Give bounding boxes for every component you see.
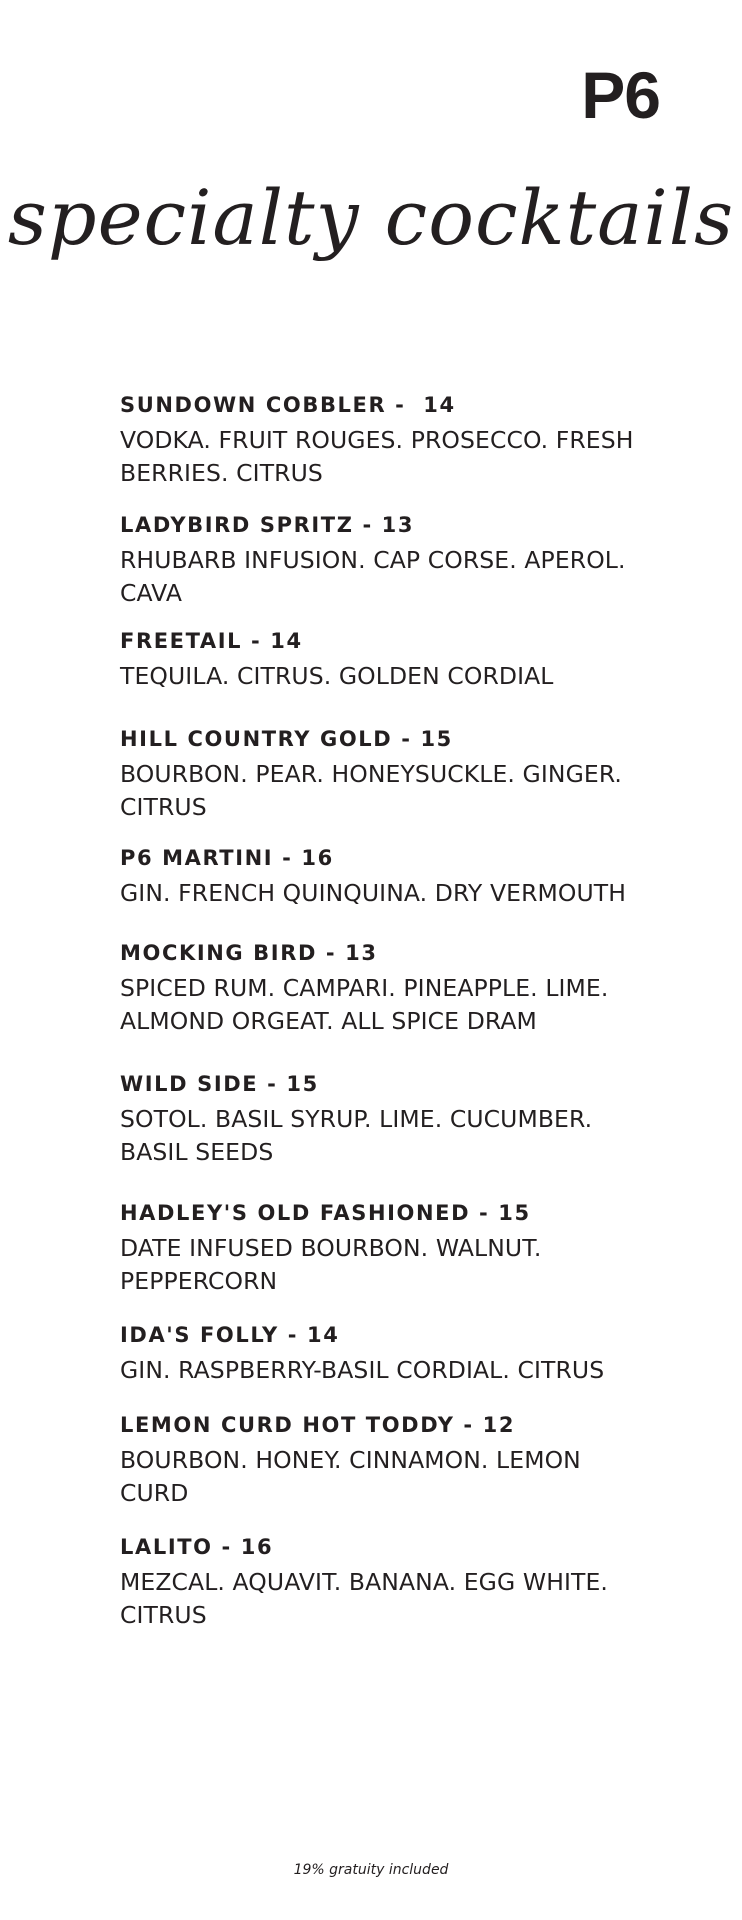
menu-item-sundown-cobbler bbox=[120, 392, 640, 490]
menu-item-title: P6 MARTINI - 16 bbox=[120, 846, 334, 870]
menu-item-hill-country-gold bbox=[120, 726, 640, 824]
menu-item-wild-side bbox=[120, 1071, 640, 1169]
menu-item-mocking-bird bbox=[120, 940, 640, 1038]
menu-item-title: SUNDOWN COBBLER - 14 bbox=[120, 393, 456, 417]
menu-item-description: SPICED RUM. CAMPARI. PINEAPPLE. LIME. ALMOND ORGEAT. ALL SPICE DRAM bbox=[120, 974, 609, 1035]
menu-item-hadleys-old-fashioned bbox=[120, 1200, 640, 1298]
menu-item-title: MOCKING BIRD - 13 bbox=[120, 941, 378, 965]
menu-item-title: FREETAIL - 14 bbox=[120, 629, 303, 653]
gratuity-note: 19% gratuity included bbox=[293, 1862, 449, 1878]
menu-item-freetail bbox=[120, 628, 640, 693]
menu-item-p6-martini bbox=[120, 845, 640, 910]
menu-item-description: MEZCAL. AQUAVIT. BANANA. EGG WHITE. CITRUS bbox=[120, 1568, 608, 1629]
menu-item-description: GIN. FRENCH QUINQUINA. DRY VERMOUTH bbox=[120, 879, 626, 907]
menu-item-ladybird-spritz bbox=[120, 512, 640, 610]
logo: P6 bbox=[581, 58, 660, 132]
cocktail-menu bbox=[120, 0, 640, 1920]
menu-item-description: DATE INFUSED BOURBON. WALNUT. PEPPERCORN bbox=[120, 1234, 542, 1295]
menu-item-description: SOTOL. BASIL SYRUP. LIME. CUCUMBER. BASIL SEEDS bbox=[120, 1105, 593, 1166]
menu-item-title: WILD SIDE - 15 bbox=[120, 1072, 319, 1096]
menu-item-description: RHUBARB INFUSION. CAP CORSE. APEROL. CAVA bbox=[120, 546, 626, 607]
menu-item-idas-folly bbox=[120, 1322, 640, 1387]
menu-item-lalito bbox=[120, 1534, 640, 1632]
menu-item-title: LALITO - 16 bbox=[120, 1535, 274, 1559]
menu-item-description: BOURBON. HONEY. CINNAMON. LEMON CURD bbox=[120, 1446, 581, 1507]
menu-item-lemon-curd-hot-toddy bbox=[120, 1412, 640, 1510]
menu-item-description: BOURBON. PEAR. HONEYSUCKLE. GINGER. CITRUS bbox=[120, 760, 622, 821]
menu-item-title: HILL COUNTRY GOLD - 15 bbox=[120, 727, 453, 751]
menu-item-description: TEQUILA. CITRUS. GOLDEN CORDIAL bbox=[120, 662, 554, 690]
menu-item-title: LEMON CURD HOT TODDY - 12 bbox=[120, 1413, 516, 1437]
menu-item-description: GIN. RASPBERRY-BASIL CORDIAL. CITRUS bbox=[120, 1356, 605, 1384]
menu-item-title: HADLEY'S OLD FASHIONED - 15 bbox=[120, 1201, 531, 1225]
page-title: specialty cocktails bbox=[7, 173, 735, 262]
menu-item-description: VODKA. FRUIT ROUGES. PROSECCO. FRESH BERRIES. CITRUS bbox=[120, 426, 634, 487]
menu-item-title: LADYBIRD SPRITZ - 13 bbox=[120, 513, 415, 537]
menu-item-title: IDA'S FOLLY - 14 bbox=[120, 1323, 340, 1347]
